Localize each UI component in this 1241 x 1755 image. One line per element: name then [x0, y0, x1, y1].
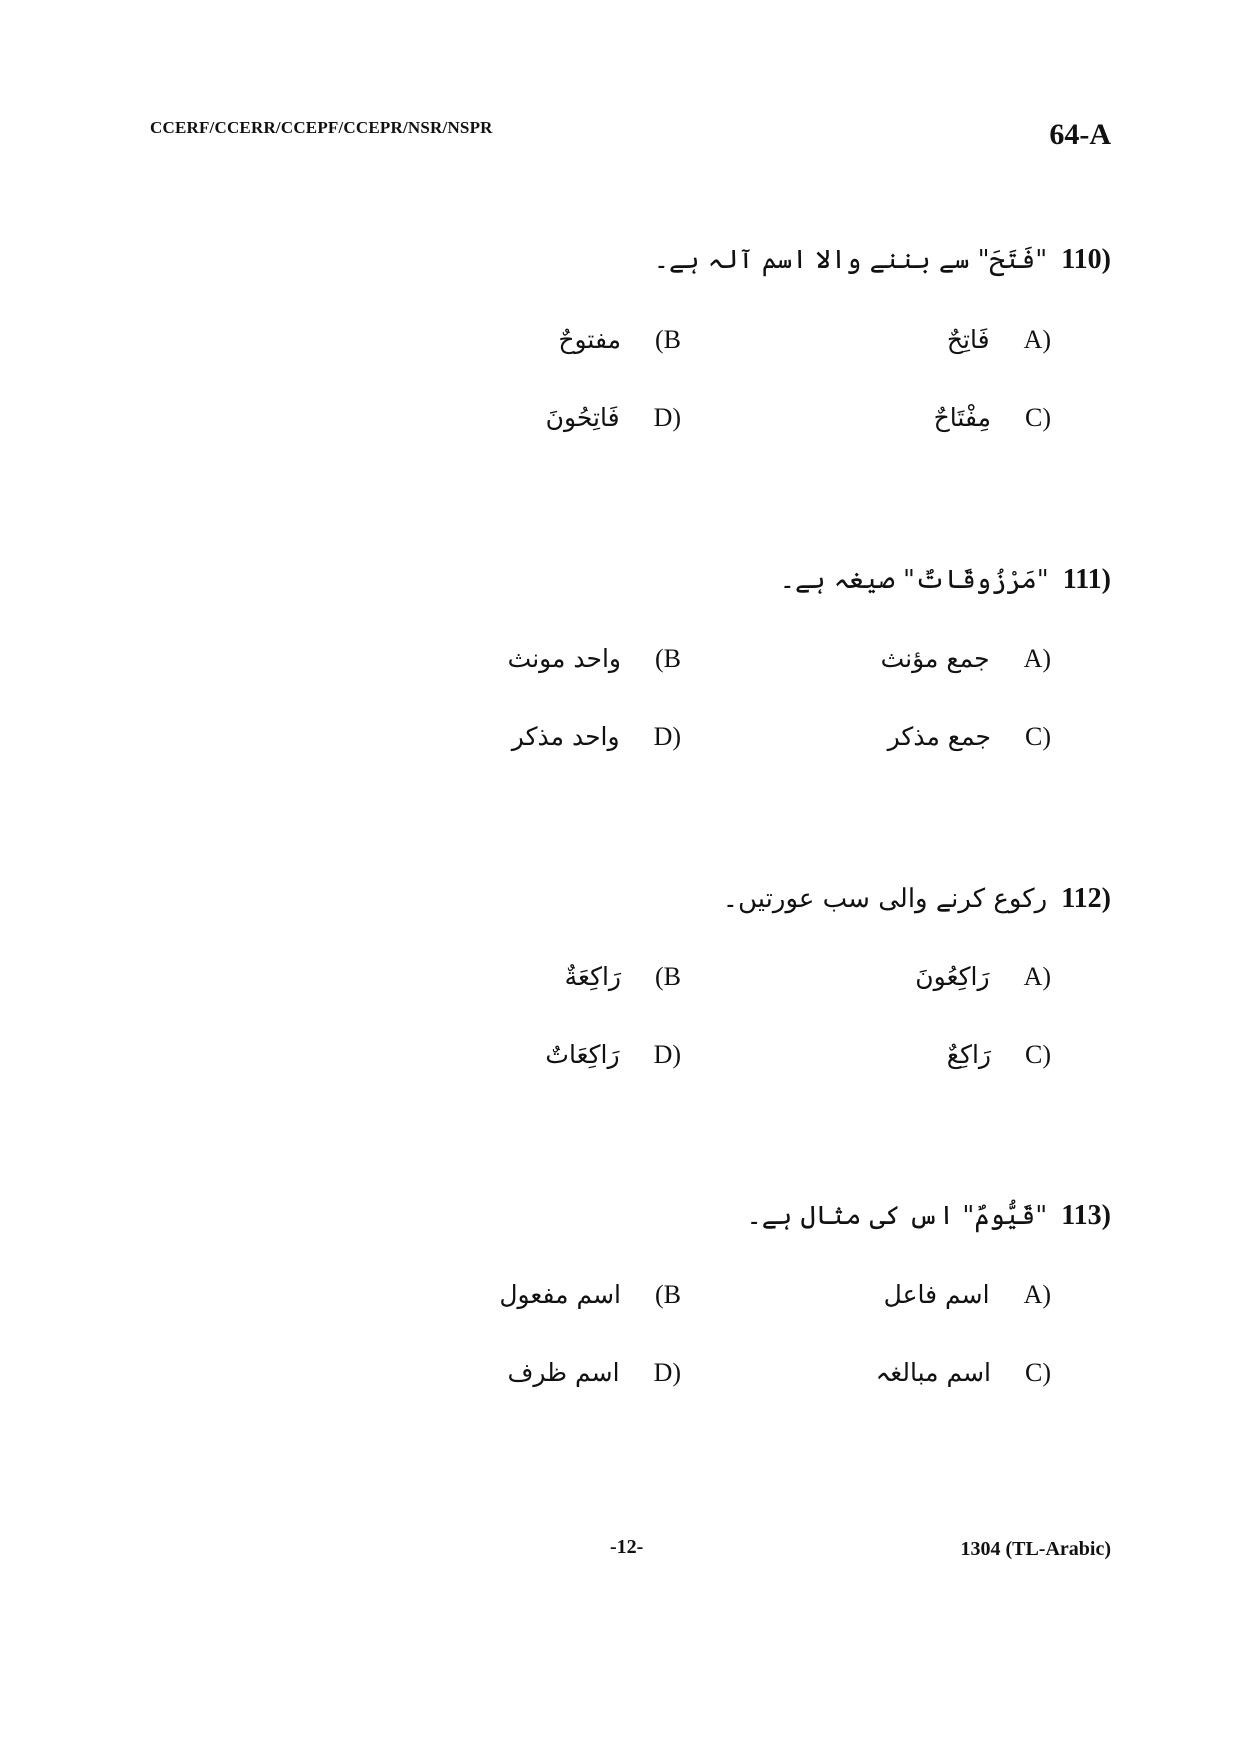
- option-letter: C): [1025, 403, 1051, 432]
- option-d[interactable]: [545, 1040, 681, 1070]
- option-text: مِفْتَاحٌ: [933, 403, 991, 432]
- option-letter: D): [653, 1040, 681, 1069]
- option-letter: C): [1025, 722, 1051, 751]
- option-text: اسم مبالغہ: [875, 1358, 991, 1387]
- page-number: -12-: [610, 1536, 644, 1558]
- question-number: 113): [1061, 1200, 1111, 1231]
- option-letter: (B: [655, 962, 681, 991]
- option-text: واحد مذکر: [511, 722, 620, 751]
- series-code: CCERF/CCERR/CCEPF/CCEPR/NSR/NSPR: [150, 118, 493, 137]
- option-text: رَاكِعَاتٌ: [545, 1040, 620, 1069]
- option-letter: A): [1023, 644, 1051, 673]
- option-a[interactable]: [915, 962, 1051, 992]
- option-text: جمع مذکر: [887, 722, 991, 751]
- option-d[interactable]: [507, 1358, 681, 1388]
- option-letter: C): [1025, 1358, 1051, 1387]
- option-text: مفتوحٌ: [558, 325, 621, 354]
- option-a[interactable]: [947, 325, 1051, 355]
- option-text: رَاكِعٌ: [946, 1040, 991, 1069]
- option-b[interactable]: [558, 325, 681, 355]
- option-letter: A): [1023, 962, 1051, 991]
- option-letter: (B: [655, 325, 681, 354]
- option-d[interactable]: [546, 403, 681, 433]
- option-text: فَاتِحُونَ: [545, 403, 620, 432]
- option-c[interactable]: [934, 403, 1051, 433]
- option-text: اسم مفعول: [499, 1280, 621, 1309]
- question-number: 110): [1061, 244, 1111, 275]
- question-110: [311, 244, 1111, 276]
- option-text: رَاكِعَةٌ: [564, 962, 621, 991]
- option-letter: (B: [655, 1280, 681, 1309]
- option-text: اسم فاعل: [883, 1280, 990, 1309]
- option-b[interactable]: [508, 644, 681, 674]
- option-text: واحد مونث: [507, 644, 621, 673]
- option-letter: D): [653, 1358, 681, 1387]
- question-number: 111): [1062, 564, 1111, 595]
- booklet-code: 64-A: [1049, 118, 1111, 151]
- option-c[interactable]: [876, 1358, 1051, 1388]
- option-a[interactable]: [881, 644, 1051, 674]
- option-c[interactable]: [888, 722, 1051, 752]
- option-a[interactable]: [884, 1280, 1051, 1310]
- option-letter: A): [1023, 325, 1051, 354]
- option-d[interactable]: [512, 722, 681, 752]
- question-number: 112): [1061, 883, 1111, 914]
- option-text: فَاتِحٌ: [946, 325, 990, 354]
- question-text: "مَرْزُوقَاتٌ" صیغہ ہے۔: [779, 565, 1049, 595]
- question-text: "فَتَحَ" سے بننے والا اسم آلہ ہے۔: [653, 245, 1048, 275]
- option-letter: D): [653, 403, 681, 432]
- option-text: رَاكِعُونَ: [915, 962, 990, 991]
- option-letter: D): [653, 722, 681, 751]
- option-b[interactable]: [499, 1280, 681, 1310]
- option-letter: A): [1023, 1280, 1051, 1309]
- question-text: "قَيُّومٌ" اس کی مثال ہے۔: [746, 1201, 1048, 1231]
- question-text: رکوع کرنے والی سب عورتیں۔: [722, 884, 1048, 914]
- option-text: اسم ظرف: [507, 1358, 620, 1387]
- question-112: [311, 883, 1111, 915]
- question-111: [311, 564, 1111, 596]
- paper-code: 1304 (TL-Arabic): [960, 1538, 1111, 1560]
- option-c[interactable]: [947, 1040, 1051, 1070]
- option-text: جمع مؤنث: [880, 644, 990, 673]
- option-b[interactable]: [565, 962, 681, 992]
- option-letter: (B: [655, 644, 681, 673]
- option-letter: C): [1025, 1040, 1051, 1069]
- question-113: [311, 1200, 1111, 1232]
